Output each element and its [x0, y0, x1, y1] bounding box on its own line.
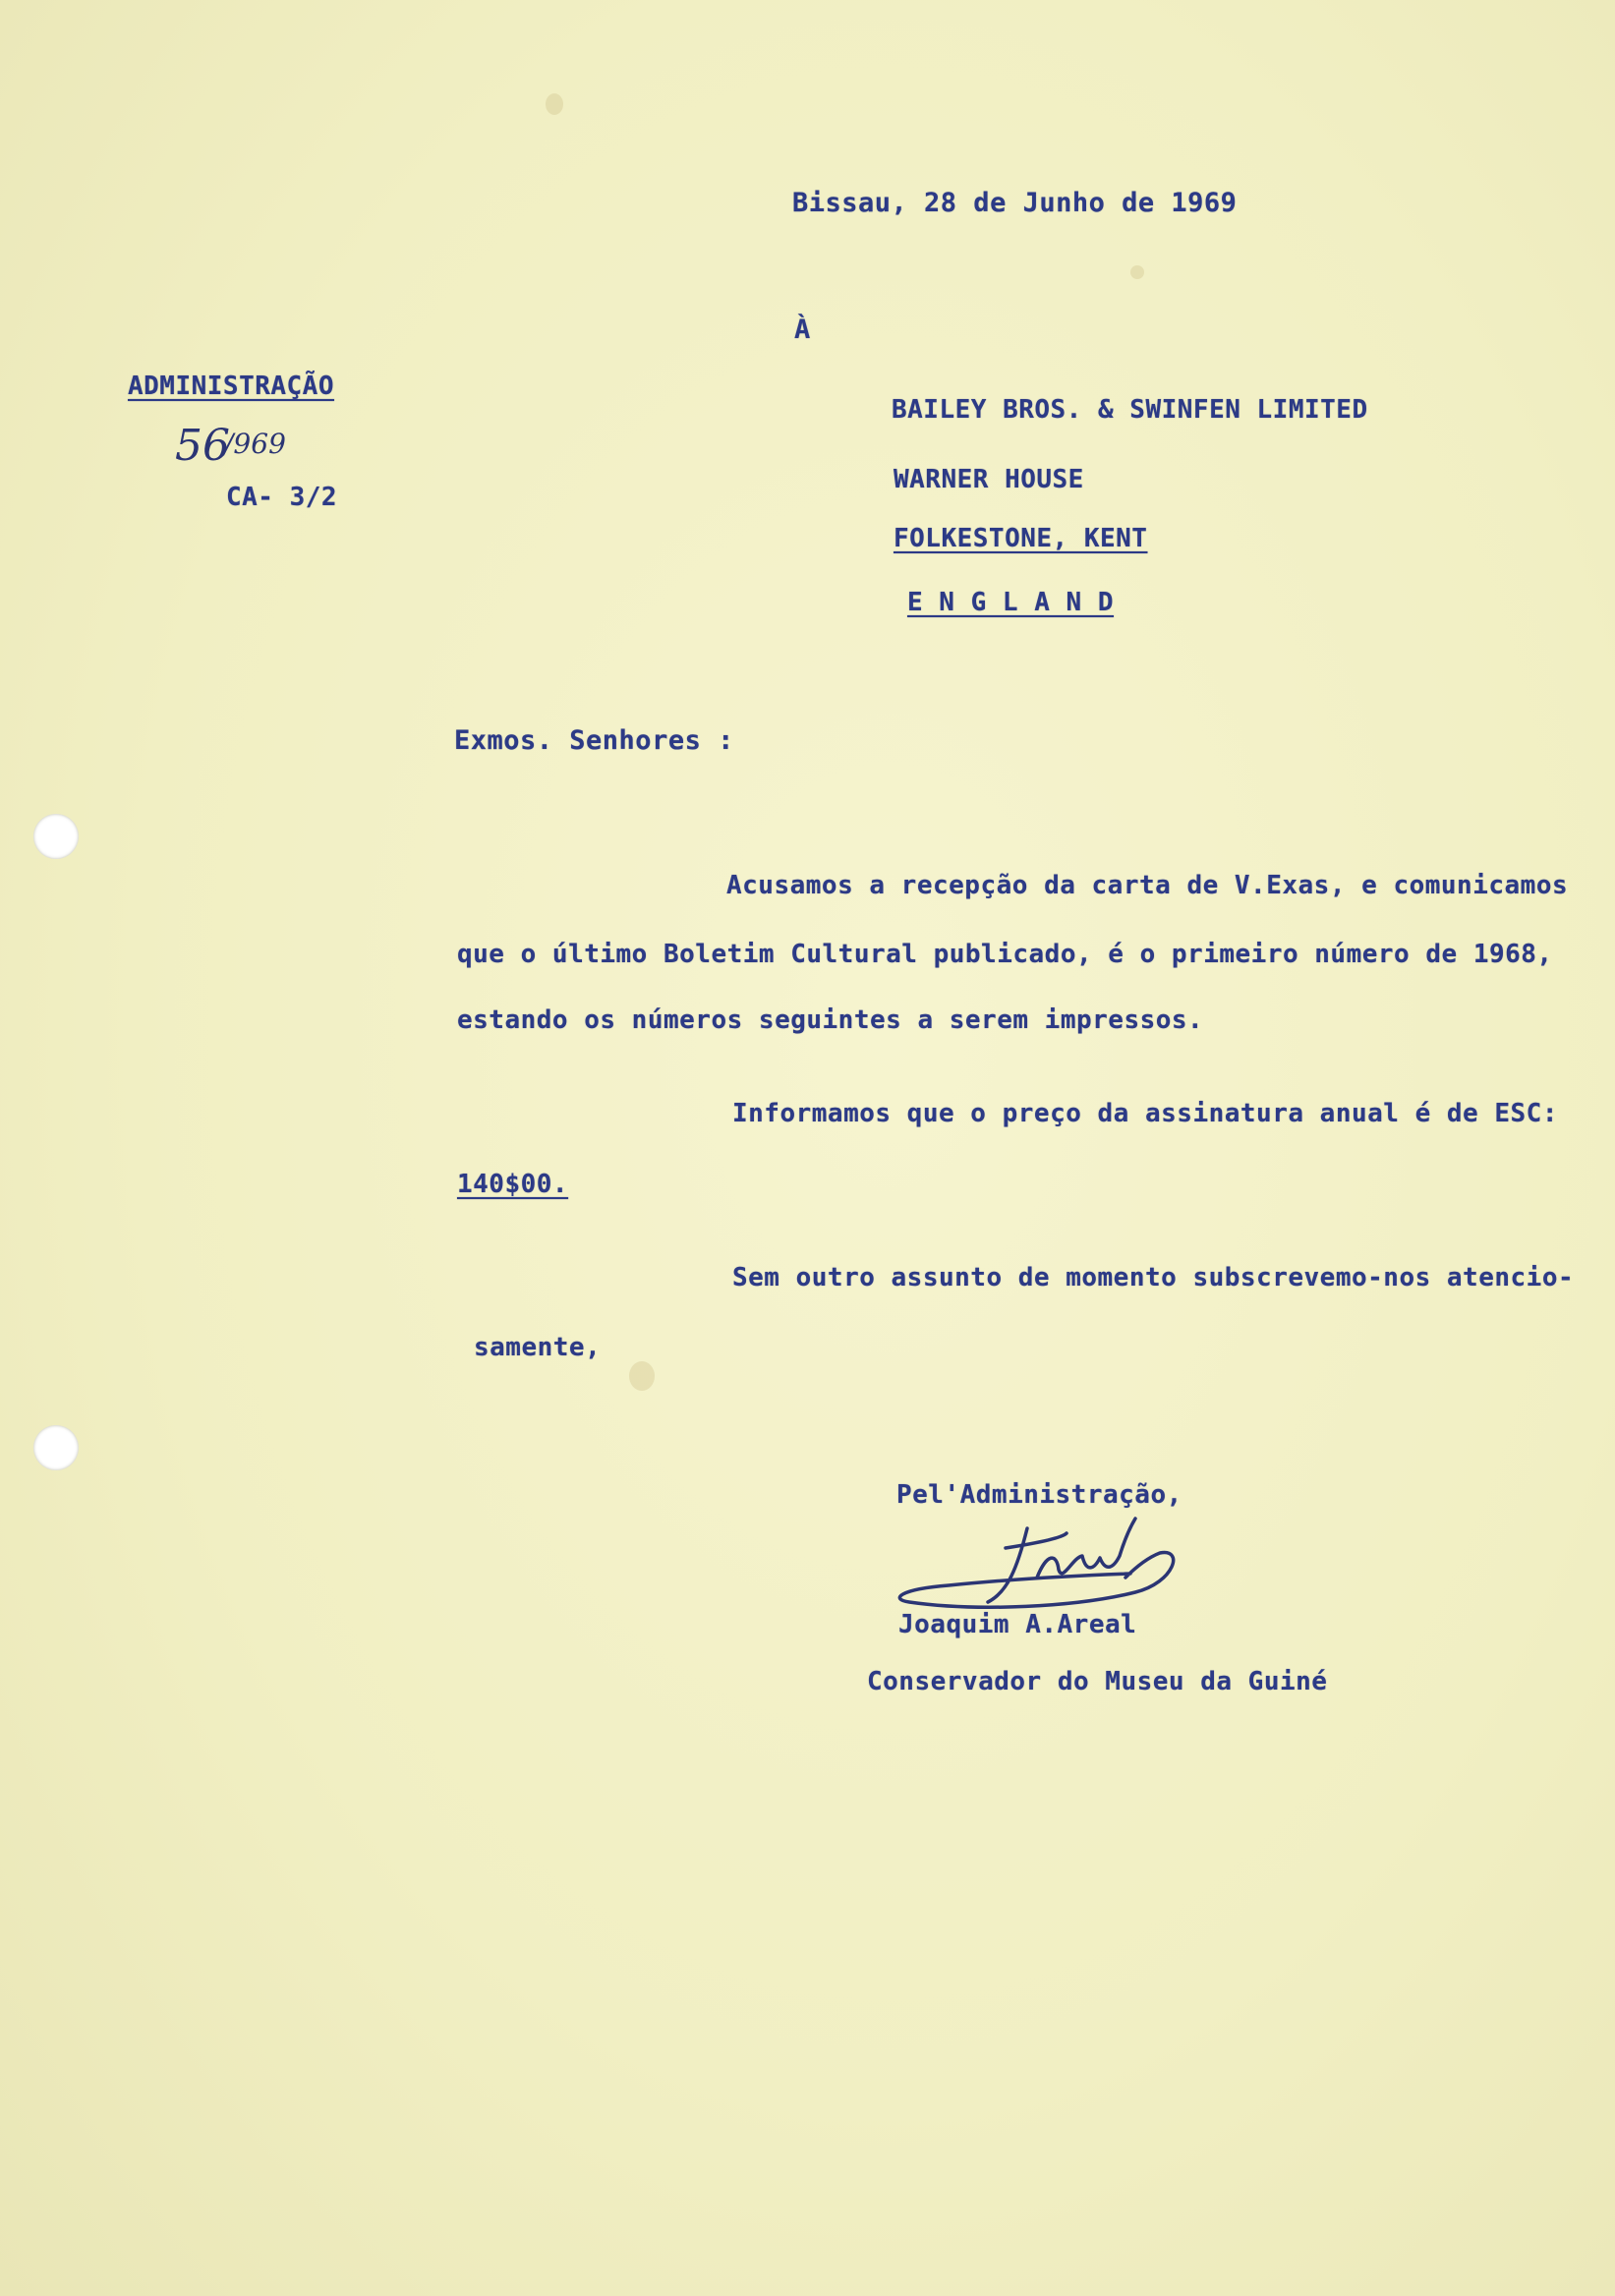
address-line-3: FOLKESTONE, KENT [894, 524, 1148, 553]
date-line: Bissau, 28 de Junho de 1969 [792, 188, 1238, 218]
body-paragraph-2-line-1: Informamos que o preço da assinatura anual é de ESC: [732, 1099, 1558, 1128]
body-paragraph-3-line-2: samente, [474, 1333, 602, 1362]
address-line-4: E N G L A N D [907, 588, 1114, 617]
body-paragraph-1-line-2: que o último Boletim Cultural publicado, é o primeiro número de 1968, [457, 940, 1553, 969]
address-line-2: WARNER HOUSE [894, 465, 1084, 494]
paper-stain [546, 93, 563, 115]
subscription-price: 140$00. [457, 1170, 569, 1199]
signatory-title: Conservador do Museu da Guiné [867, 1667, 1328, 1696]
body-paragraph-3-line-1: Sem outro assunto de momento subscrevemo-nos atencio- [732, 1263, 1575, 1292]
body-paragraph-1-line-1: Acusamos a recepção da carta de V.Exas, e comunicamos [726, 871, 1569, 900]
punch-hole-bottom [33, 1425, 79, 1470]
paper-stain [629, 1361, 655, 1391]
reference-code: CA- 3/2 [226, 483, 338, 512]
handwritten-signature [890, 1509, 1194, 1617]
body-paragraph-1-line-3: estando os números seguintes a serem impressos. [457, 1005, 1204, 1035]
paper-stain [1130, 265, 1144, 279]
address-line-1: BAILEY BROS. & SWINFEN LIMITED [892, 395, 1368, 425]
recipient-prefix: À [794, 315, 811, 345]
punch-hole-top [33, 814, 79, 859]
closing-on-behalf: Pel'Administração, [896, 1480, 1182, 1510]
salutation: Exmos. Senhores : [454, 725, 734, 756]
reference-number-handwritten: 56 [175, 421, 230, 471]
reference-number-year: /969 [224, 428, 286, 460]
reference-department: ADMINISTRAÇÃO [128, 372, 334, 401]
signatory-name: Joaquim A.Areal [898, 1610, 1137, 1639]
